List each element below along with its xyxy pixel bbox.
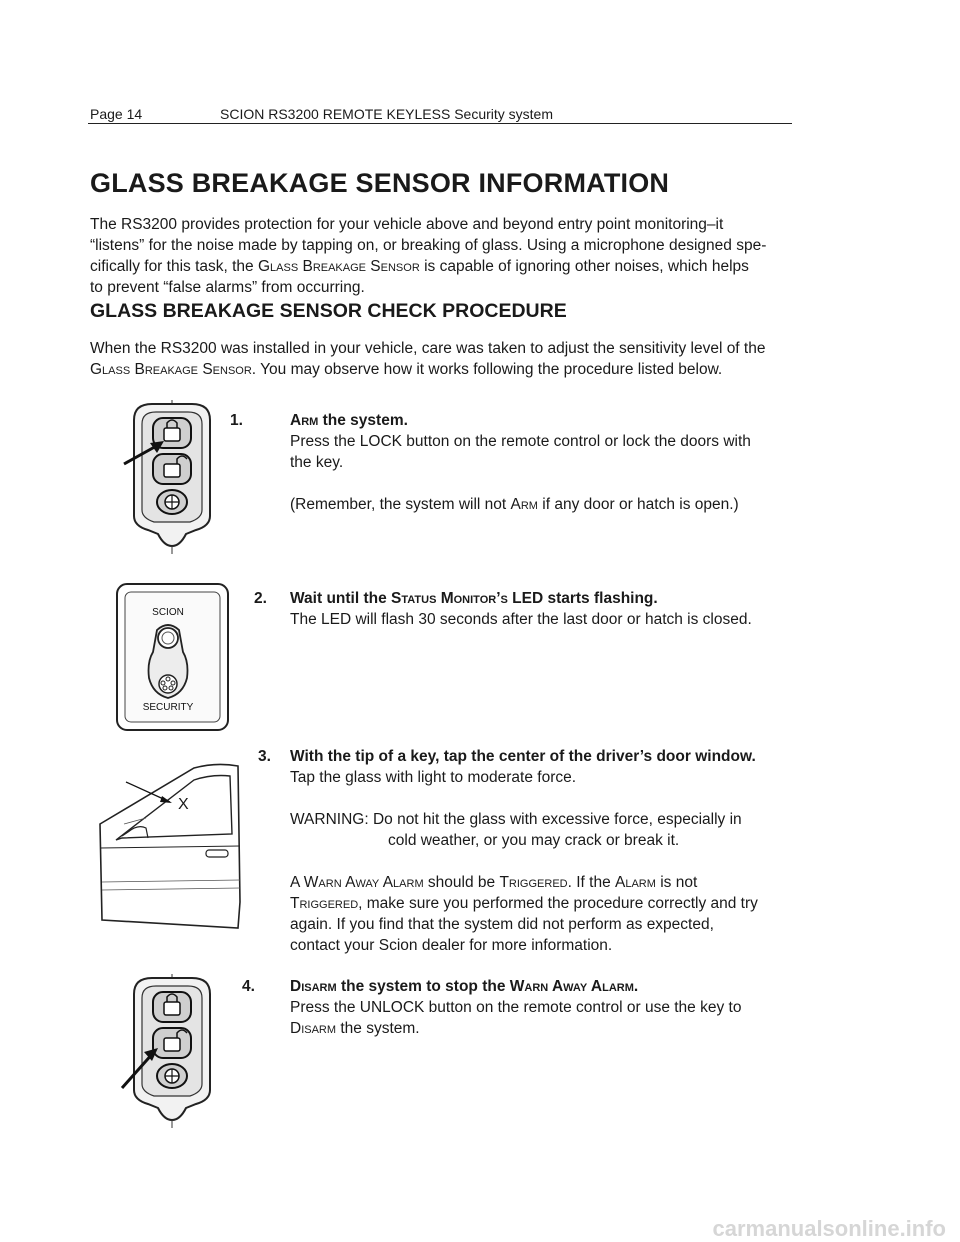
footer bbox=[0, 1208, 960, 1242]
step-4-text bbox=[290, 976, 760, 1039]
step-line: Press the LOCK button on the remote control or lock the doors with bbox=[290, 433, 751, 450]
step-heading: Arm the system. bbox=[290, 412, 408, 429]
tap-point-marker: X bbox=[178, 796, 189, 813]
step-2-text bbox=[290, 588, 760, 630]
warning-line: cold weather, or you may crack or break it. bbox=[388, 832, 680, 849]
intro-line: cifically for this task, the Glass Breakage Sensor is capable of ignoring other noises, which helps bbox=[90, 258, 749, 275]
step-note: (Remember, the system will not Arm if any door or hatch is open.) bbox=[290, 496, 739, 513]
status-monitor-label: SECURITY bbox=[142, 702, 194, 713]
header-divider bbox=[88, 123, 792, 124]
result-line: A Warn Away Alarm should be Triggered. If the Alarm is not bbox=[290, 874, 698, 891]
status-monitor-label: SCION bbox=[152, 607, 184, 618]
step-heading: Wait until the Status Monitor’s LED starts flashing. bbox=[290, 590, 658, 607]
intro-paragraph bbox=[90, 214, 770, 298]
step-line: the key. bbox=[290, 454, 344, 471]
result-line: again. If you find that the system did not perform as expected, bbox=[290, 916, 714, 933]
page-number: Page 14 bbox=[90, 106, 143, 122]
intro-line: The RS3200 provides protection for your vehicle above and beyond entry point monitoring–it bbox=[90, 216, 724, 233]
document-title: SCION RS3200 REMOTE KEYLESS Security system bbox=[220, 106, 553, 122]
result-line: contact your Scion dealer for more information. bbox=[290, 937, 613, 954]
intro-line: to prevent “false alarms” from occurring. bbox=[90, 279, 365, 296]
step-1-text bbox=[290, 410, 760, 515]
status-monitor-icon bbox=[115, 582, 230, 732]
remote-fob-icon bbox=[120, 972, 220, 1127]
step-number: 3. bbox=[258, 748, 271, 765]
step-number: 2. bbox=[254, 590, 267, 607]
warning-line: WARNING: Do not hit the glass with excessive force, especially in bbox=[290, 811, 742, 828]
remote-fob-icon bbox=[120, 398, 220, 553]
step-number: 1. bbox=[230, 412, 243, 429]
car-door-icon bbox=[98, 762, 248, 930]
step-line: Press the UNLOCK button on the remote control or use the key to bbox=[290, 999, 742, 1016]
watermark: carmanualsonline.info bbox=[712, 1216, 946, 1241]
step-line: Disarm the system. bbox=[290, 1020, 420, 1037]
step-3-text bbox=[290, 746, 760, 956]
step-line: Tap the glass with light to moderate force. bbox=[290, 769, 577, 786]
check-intro-line: When the RS3200 was installed in your vehicle, care was taken to adjust the sensitivity level of the bbox=[90, 340, 766, 357]
result-line: Triggered, make sure you performed the procedure correctly and try bbox=[290, 895, 758, 912]
check-intro-paragraph bbox=[90, 338, 770, 380]
step-heading: With the tip of a key, tap the center of the driver’s door window. bbox=[290, 748, 756, 765]
check-intro-line: Glass Breakage Sensor. You may observe how it works following the procedure listed below. bbox=[90, 361, 723, 378]
step-number: 4. bbox=[242, 978, 255, 995]
step-line: The LED will flash 30 seconds after the last door or hatch is closed. bbox=[290, 611, 752, 628]
page-title: GLASS BREAKAGE SENSOR INFORMATION bbox=[90, 168, 670, 198]
section-subtitle: GLASS BREAKAGE SENSOR CHECK PROCEDURE bbox=[90, 300, 567, 322]
intro-line: “listens” for the noise made by tapping on, or breaking of glass. Using a microphone designed spe- bbox=[90, 237, 767, 254]
step-heading: Disarm the system to stop the Warn Away Alarm. bbox=[290, 978, 639, 995]
